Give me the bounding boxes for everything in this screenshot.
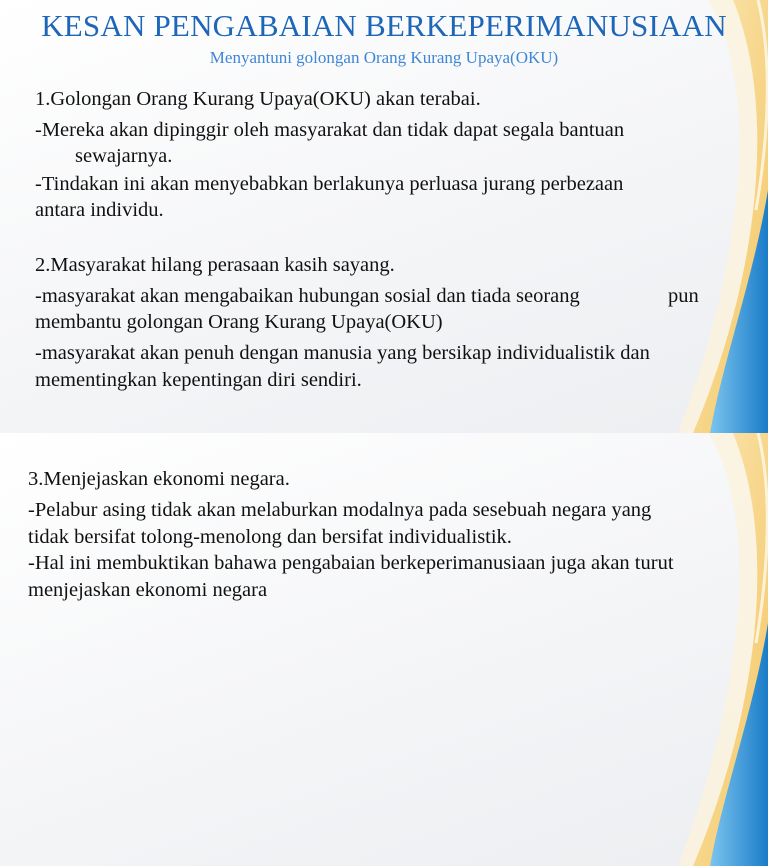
- point-1-heading: 1.Golongan Orang Kurang Upaya(OKU) akan terabai.: [35, 88, 481, 110]
- slide-subtitle: Menyantuni golongan Orang Kurang Upaya(OKU): [209, 48, 559, 67]
- point-2-line-2: membantu golongan Orang Kurang Upaya(OKU): [35, 311, 443, 333]
- point-1-line-4: antara individu.: [35, 199, 164, 221]
- point-1-line-3: -Tindakan ini akan menyebabkan berlakunya perluasa jurang perbezaan: [35, 173, 624, 195]
- point-3-line-3: -Hal ini membuktikan bahawa pengabaian berkeperimanusiaan juga akan turut: [28, 552, 674, 574]
- point-3-line-4: menjejaskan ekonomi negara: [28, 579, 268, 601]
- point-3-line-1: -Pelabur asing tidak akan melaburkan modalnya pada sesebuah negara yang: [28, 499, 652, 521]
- point-2-line-3: -masyarakat akan penuh dengan manusia yang bersikap individualistik dan: [35, 342, 650, 364]
- decorative-swoosh: [638, 433, 768, 866]
- point-2-line-1: -masyarakat akan mengabaikan hubungan sosial dan tiada seorang: [35, 285, 580, 307]
- point-2-heading: 2.Masyarakat hilang perasaan kasih sayang.: [35, 254, 395, 276]
- slide-2: [0, 433, 768, 866]
- point-1-line-2: sewajarnya.: [75, 145, 173, 167]
- point-2-line-1-end: pun: [668, 285, 699, 307]
- point-3-line-2: tidak bersifat tolong-menolong dan bersifat individualistik.: [28, 526, 512, 548]
- point-1-line-1: -Mereka akan dipinggir oleh masyarakat dan tidak dapat segala bantuan: [35, 119, 625, 141]
- point-3-heading: 3.Menjejaskan ekonomi negara.: [28, 468, 290, 490]
- slide-title: KESAN PENGABAIAN BERKEPERIMANUSIAAN: [41, 8, 727, 43]
- point-2-line-4: mementingkan kepentingan diri sendiri.: [35, 369, 362, 391]
